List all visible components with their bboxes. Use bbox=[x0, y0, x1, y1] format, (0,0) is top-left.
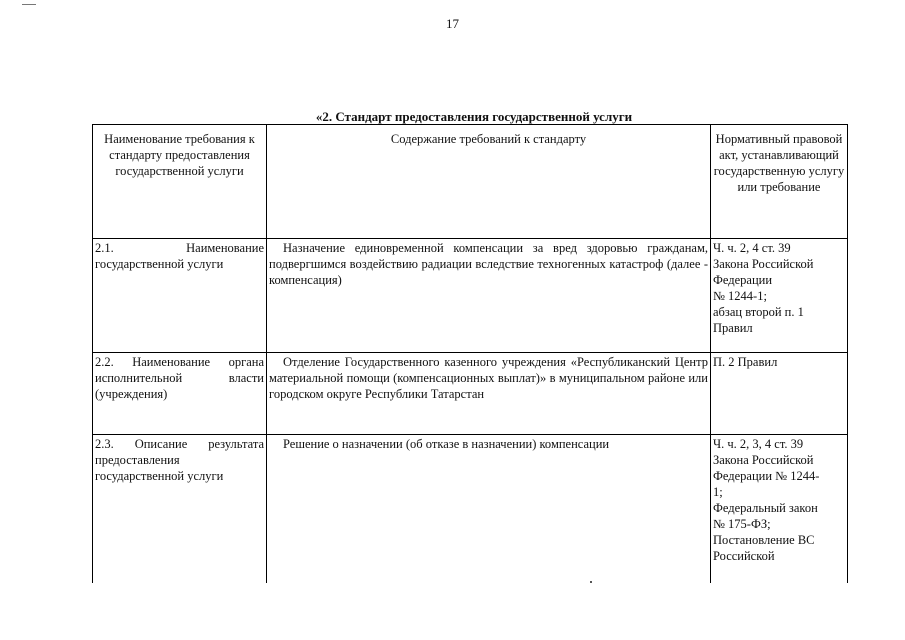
scan-speck bbox=[590, 581, 592, 583]
row-requirement-name: 2.2. Наименование органа исполнительной власти (учреждения) bbox=[93, 353, 267, 435]
header-legal-act: Нормативный правовой акт, устанавливающий государственную услугу или требование bbox=[711, 125, 848, 239]
legal-act-line: Российской bbox=[713, 549, 775, 563]
table-title: «2. Стандарт предоставления государственной услуги bbox=[315, 109, 633, 124]
legal-act-line: Федеральный закон bbox=[713, 501, 818, 515]
legal-act-line: Постановление ВС bbox=[713, 533, 815, 547]
legal-act-line: Федерации № 1244- bbox=[713, 469, 820, 483]
row-requirement-name: 2.3. Описание результата предоставления государственной услуги bbox=[93, 435, 267, 583]
header-requirement-name: Наименование требования к стандарту предоставления государственной услуги bbox=[93, 125, 267, 239]
row-legal-act bbox=[711, 353, 848, 435]
standard-table bbox=[92, 124, 848, 583]
legal-act-line: № 175-ФЗ; bbox=[713, 517, 771, 531]
legal-act-line: Закона Российской bbox=[713, 453, 814, 467]
legal-act-line: № 1244-1; bbox=[713, 289, 767, 303]
table-row bbox=[93, 435, 848, 583]
legal-act-line: Ч. ч. 2, 4 ст. 39 bbox=[713, 241, 791, 255]
table-row bbox=[93, 353, 848, 435]
legal-act-line: Закона Российской Федерации bbox=[713, 257, 814, 287]
row-requirement-content: Решение о назначении (об отказе в назначении) компенсации bbox=[267, 435, 711, 583]
row-legal-act bbox=[711, 239, 848, 353]
legal-act-line: П. 2 Правил bbox=[713, 355, 778, 369]
table-row bbox=[93, 239, 848, 353]
table-header-row bbox=[93, 125, 848, 239]
legal-act-line: 1; bbox=[713, 485, 723, 499]
scan-corner-mark bbox=[22, 4, 36, 5]
row-requirement-content: Назначение единовременной компенсации за вред здоровью гражданам, подвергшимся воздействию радиации вследствие техногенных катастроф (далее - компенсация) bbox=[267, 239, 711, 353]
header-requirement-content: Содержание требований к стандарту bbox=[267, 125, 711, 239]
page-number: 17 bbox=[446, 16, 459, 31]
legal-act-line: абзац второй п. 1 bbox=[713, 305, 804, 319]
row-legal-act bbox=[711, 435, 848, 583]
row-requirement-content: Отделение Государственного казенного учреждения «Республиканский Центр материальной помощи (компенсационных выплат)» в муниципальном районе или городском округе Республики Татарстан bbox=[267, 353, 711, 435]
legal-act-line: Правил bbox=[713, 321, 753, 335]
row-requirement-name: 2.1. Наименование государственной услуги bbox=[93, 239, 267, 353]
legal-act-line: Ч. ч. 2, 3, 4 ст. 39 bbox=[713, 437, 804, 451]
